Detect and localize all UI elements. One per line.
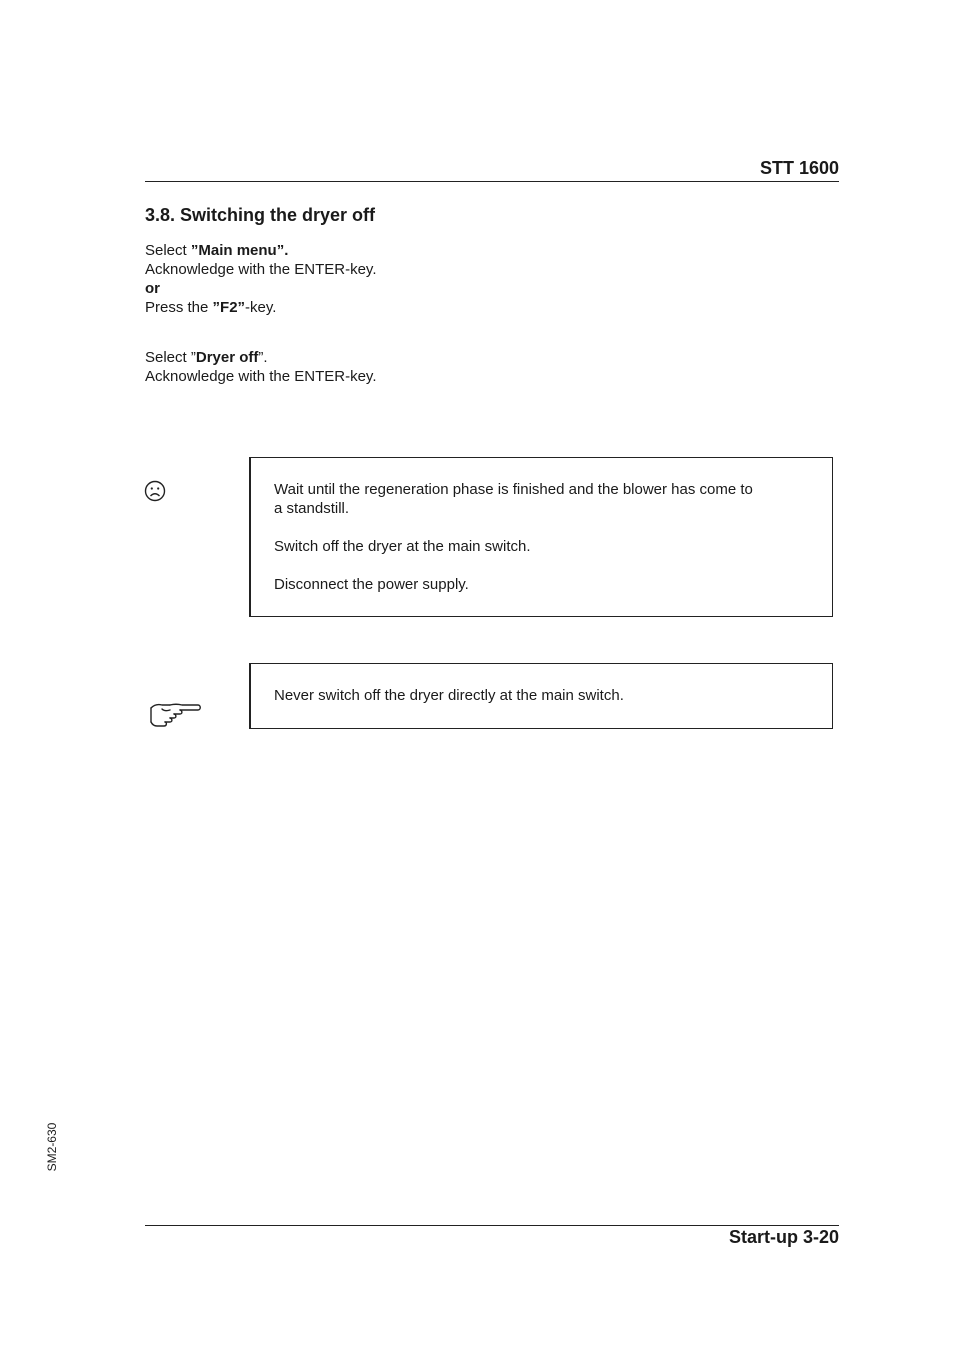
document-code: SM2-630	[45, 1122, 59, 1172]
instruction-line: Press the ”F2”-key.	[145, 299, 277, 316]
instruction-line: Select ”Main menu”.	[145, 242, 289, 259]
note-text: Never switch off the dryer directly at the main switch.	[274, 687, 624, 704]
pointing-hand-icon	[148, 700, 202, 730]
warning-text: Wait until the regeneration phase is finished and the blower has come to	[274, 481, 753, 498]
warning-text: Disconnect the power supply.	[274, 576, 469, 593]
instruction-line: Acknowledge with the ENTER-key.	[145, 261, 377, 278]
footer-rule	[145, 1225, 839, 1226]
header-rule	[145, 181, 839, 182]
instruction-line: Acknowledge with the ENTER-key.	[145, 368, 377, 385]
note-box	[249, 663, 833, 729]
warning-text: Switch off the dryer at the main switch.	[274, 538, 531, 555]
section-title: 3.8. Switching the dryer off	[145, 205, 376, 225]
sad-face-icon	[144, 480, 166, 502]
warning-box	[249, 457, 833, 617]
warning-text: a standstill.	[274, 500, 350, 517]
header-title: STT 1600	[759, 158, 839, 178]
instruction-line: or	[145, 280, 160, 297]
footer-title: Start-up 3-20	[728, 1227, 839, 1247]
instruction-line: Select ”Dryer off”.	[145, 349, 268, 366]
